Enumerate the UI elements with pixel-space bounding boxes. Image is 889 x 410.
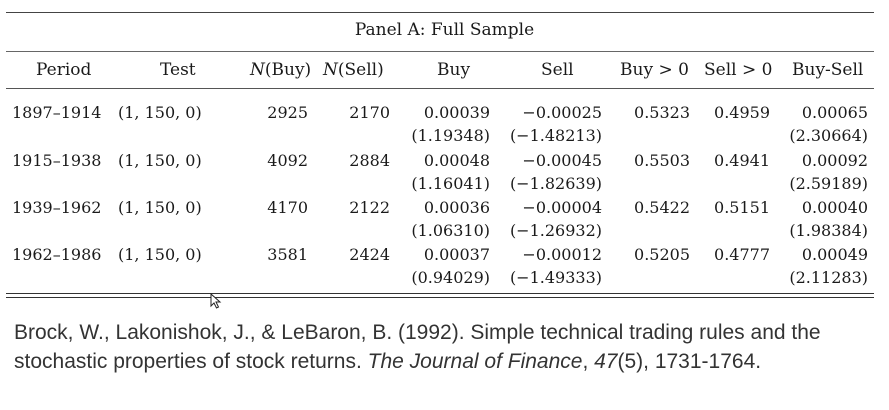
cell-buy-sell-tstat: (2.30664) (789, 126, 868, 145)
cell-test: (1, 150, 0) (118, 151, 202, 170)
header-sell-gt0: Sell > 0 (704, 60, 773, 80)
cell-n-buy: 2925 (267, 103, 308, 122)
header-sell: Sell (541, 60, 574, 80)
cell-buy-sell-tstat: (2.11283) (789, 268, 868, 287)
cell-sell: −0.00025 (522, 103, 602, 122)
citation-journal: The Journal of Finance (367, 350, 583, 373)
cell-buy-sell: 0.00092 (801, 151, 868, 170)
cell-n-sell: 2122 (349, 198, 390, 217)
header-n-buy: N(Buy) (250, 60, 312, 80)
cell-sell-tstat: (−1.48213) (509, 126, 602, 145)
cell-buy-sell-tstat: (2.59189) (789, 174, 868, 193)
cell-buy-gt0: 0.5205 (634, 245, 690, 264)
cell-buy: 0.00048 (423, 151, 490, 170)
header-buy: Buy (437, 60, 471, 80)
cell-buy-tstat: (1.16041) (411, 174, 490, 193)
cell-n-buy: 4170 (267, 198, 308, 217)
citation-issue-pages: (5), 1731-1764. (617, 350, 762, 373)
cell-buy-tstat: (1.19348) (411, 126, 490, 145)
cell-period: 1897–1914 (12, 103, 102, 122)
cell-buy-sell-tstat: (1.98384) (789, 221, 868, 240)
header-period: Period (36, 60, 92, 80)
header-rule (6, 88, 874, 89)
mouse-pointer-icon (210, 293, 222, 309)
citation (14, 318, 876, 376)
header-buy-gt0: Buy > 0 (620, 60, 689, 80)
citation-volume: 47 (594, 350, 618, 373)
cell-sell-tstat: (−1.49333) (509, 268, 602, 287)
cell-buy-gt0: 0.5503 (634, 151, 690, 170)
cell-buy-gt0: 0.5422 (634, 198, 690, 217)
panel-title-rule (6, 51, 874, 52)
cell-buy-gt0: 0.5323 (634, 103, 690, 122)
cell-buy-sell: 0.00049 (801, 245, 868, 264)
cell-sell-tstat: (−1.82639) (509, 174, 602, 193)
cell-buy-sell: 0.00065 (801, 103, 868, 122)
cell-sell-gt0: 0.4959 (714, 103, 770, 122)
table-bottom-rule (6, 293, 874, 294)
header-n-sell: N(Sell) (323, 60, 384, 80)
cell-buy-tstat: (0.94029) (411, 268, 490, 287)
cell-test: (1, 150, 0) (118, 198, 202, 217)
cell-period: 1962–1986 (12, 245, 102, 264)
cell-sell-gt0: 0.5151 (714, 198, 770, 217)
cell-n-buy: 4092 (267, 151, 308, 170)
cell-buy-tstat: (1.06310) (411, 221, 490, 240)
cell-n-sell: 2170 (349, 103, 390, 122)
cell-sell-tstat: (−1.26932) (509, 221, 602, 240)
citation-authors-title: Brock, W., Lakonishok, J., & LeBaron, B. (1992). Simple technical trading rules and the stochastic properties of stock returns. (14, 321, 821, 373)
table-top-rule (6, 12, 874, 13)
header-test: Test (160, 60, 196, 80)
cell-n-buy: 3581 (267, 245, 308, 264)
cell-test: (1, 150, 0) (118, 245, 202, 264)
cell-buy: 0.00039 (423, 103, 490, 122)
header-buy-sell: Buy-Sell (792, 60, 864, 80)
panel-title: Panel A: Full Sample (354, 20, 535, 40)
cell-buy-sell: 0.00040 (801, 198, 868, 217)
citation-separator: , (582, 350, 595, 373)
cell-period: 1939–1962 (12, 198, 102, 217)
cell-test: (1, 150, 0) (118, 103, 202, 122)
cell-period: 1915–1938 (12, 151, 102, 170)
cell-sell: −0.00045 (522, 151, 602, 170)
cell-buy: 0.00036 (423, 198, 490, 217)
table-bottom-rule-double (6, 297, 874, 298)
cell-n-sell: 2884 (349, 151, 390, 170)
cell-sell-gt0: 0.4777 (714, 245, 770, 264)
cell-n-sell: 2424 (349, 245, 390, 264)
cell-sell: −0.00004 (522, 198, 602, 217)
cell-sell-gt0: 0.4941 (714, 151, 770, 170)
cell-buy: 0.00037 (423, 245, 490, 264)
cell-sell: −0.00012 (522, 245, 602, 264)
